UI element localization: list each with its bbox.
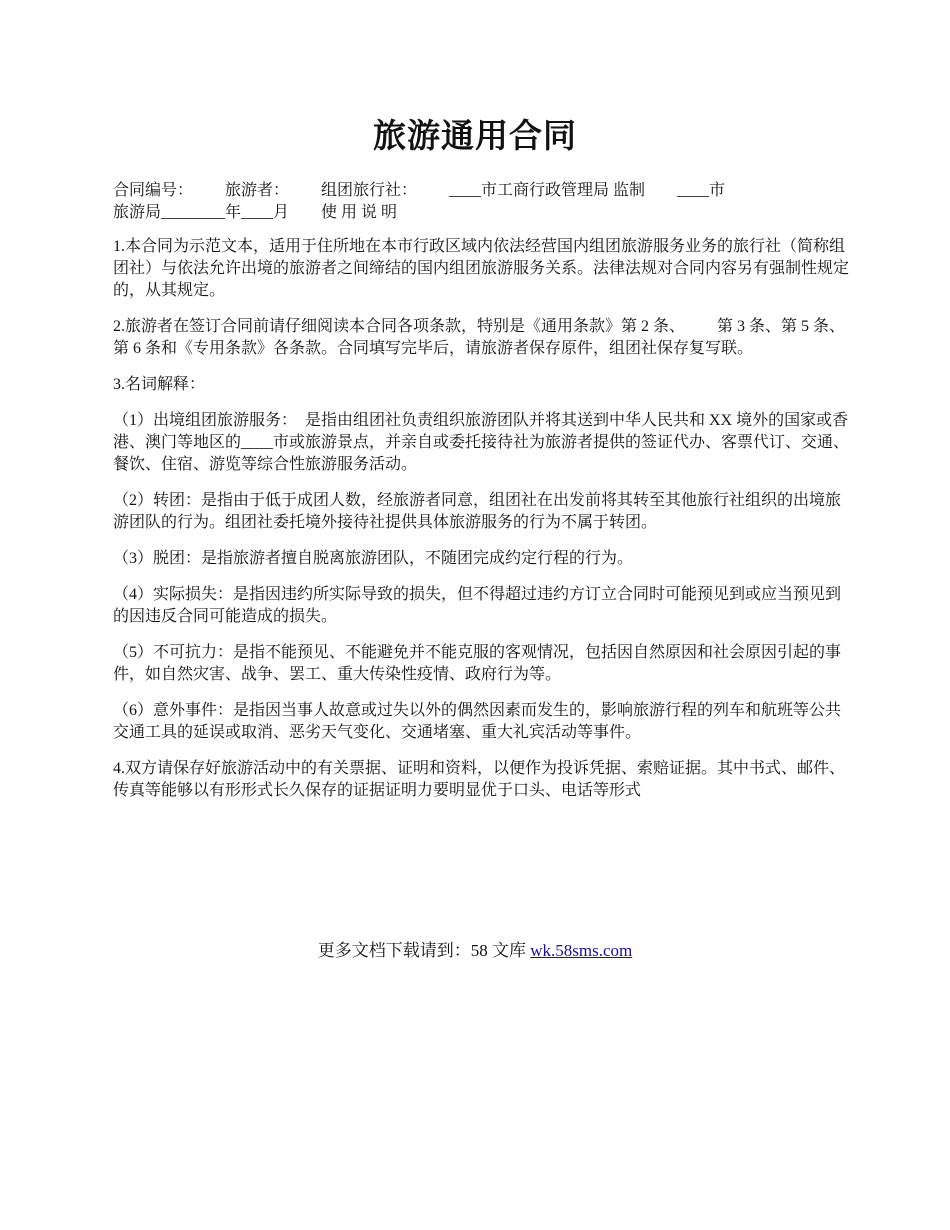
definition-5: （5）不可抗力：是指不能预见、不能避免并不能克服的客观情况，包括因自然原因和社会原因引起的事件，如自然灾害、战争、罢工、重大传染性疫情、政府行为等。 (113, 644, 842, 683)
definition-4: （4）实际损失：是指因违约所实际导致的损失，但不得超过违约方订立合同时可能预见到或应当预见到的因违反合同可能造成的损失。 (113, 586, 842, 625)
definition-1: （1）出境组团旅游服务： 是指由组团社负责组织旅游团队并将其送到中华人民共和 XX 境外的国家或香港、澳门等地区的____市或旅游景点，并亲自或委托接待社为旅游者提供的签证代办、客票代订、交通、餐饮、住宿、游览等综合性旅游服务活动。 (113, 412, 850, 473)
definition-6: （6）意外事件：是指因当事人故意或过失以外的偶然因素而发生的，影响旅游行程的列车和航班等公共交通工具的延误或取消、恶劣天气变化、交通堵塞、重大礼宾活动等事件。 (113, 702, 842, 741)
definition-3: （3）脱团：是指旅游者擅自脱离旅游团队，不随团完成约定行程的行为。 (113, 550, 634, 567)
definition-2: （2）转团：是指由于低于成团人数，经旅游者同意，组团社在出发前将其转至其他旅行社组织的出境旅游团队的行为。组团社委托境外接待社提供具体旅游服务的行为不属于转团。 (113, 492, 842, 531)
document-body (113, 180, 853, 816)
footer-link[interactable]: wk.58sms.com (530, 941, 633, 960)
header-line-2: 旅游局________年____月 使 用 说 明 (113, 204, 398, 221)
paragraph-1: 1.本合同为示范文本，适用于住所地在本市行政区域内依法经营国内组团旅游服务业务的旅行社（简称组团社）与依法允许出境的旅游者之间缔结的国内组团旅游服务关系。法律法规对合同内容另有强制性规定的，从其规定。 (113, 238, 850, 299)
paragraph-2: 2.旅游者在签订合同前请仔细阅读本合同各项条款，特别是《通用条款》第 2 条、 第 3 条、第 5 条、第 6 条和《专用条款》各条款。合同填写完毕后，请旅游者保存原件，组团社保存复写联。 (113, 318, 846, 357)
document-title: 旅游通用合同 (373, 116, 577, 155)
footer-text: 更多文档下载请到：58 文库 (317, 941, 531, 960)
header-info (113, 180, 853, 224)
header-line-1: 合同编号： 旅游者： 组团旅行社： ____市工商行政管理局 监制 ____市 (113, 182, 726, 199)
paragraph-3: 3.名词解释： (113, 376, 206, 393)
footer (0, 939, 950, 963)
paragraph-4: 4.双方请保存好旅游活动中的有关票据、证明和资料，以便作为投诉凭据、索赔证据。其中书式、邮件、传真等能够以有形形式长久保存的证据证明力要明显优于口头、电话等形式 (113, 760, 846, 799)
